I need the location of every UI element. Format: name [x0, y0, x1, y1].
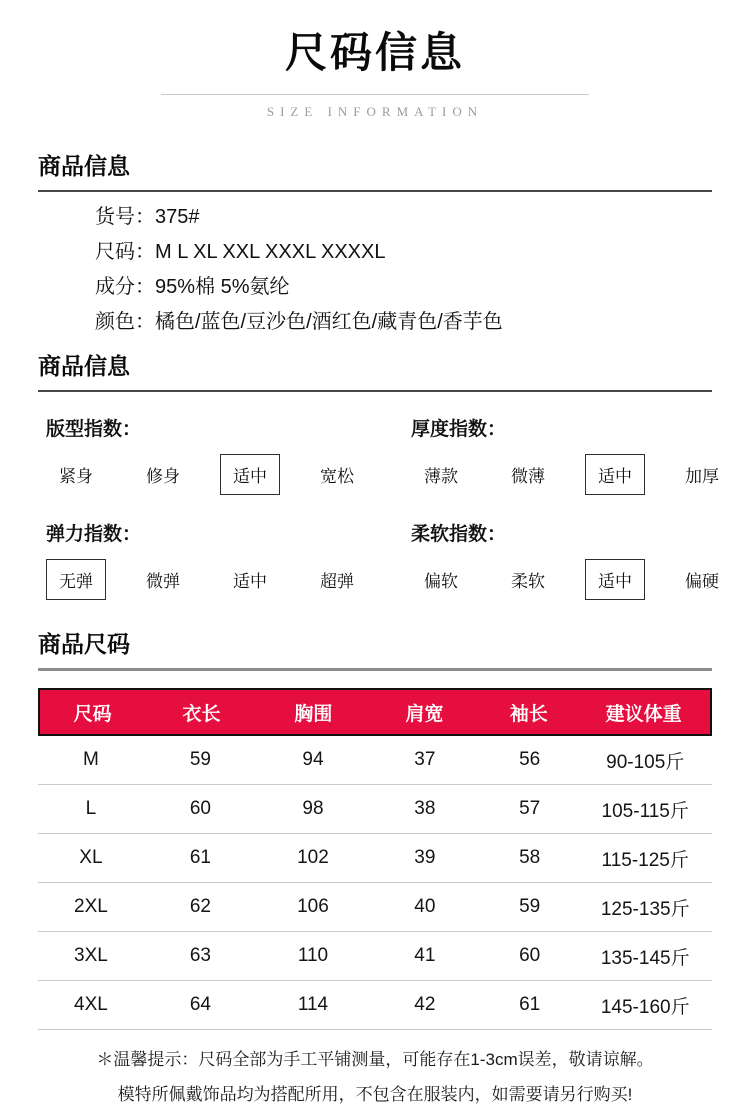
footer-note-line1: ＊温馨提示：尺码全部为手工平铺测量，可能存在1-3cm误差，敬请谅解。	[96, 1050, 654, 1069]
index-option: 适中	[233, 572, 267, 591]
size-table	[38, 688, 712, 1030]
field-value: 375#	[155, 206, 200, 228]
page-header	[0, 0, 750, 120]
size-table-cell: 57	[519, 798, 541, 819]
index-option-selected: 适中	[220, 454, 280, 495]
size-table-cell: 58	[519, 847, 541, 868]
field-value: M L XL XXL XXXL XXXXL	[155, 241, 386, 263]
size-table-cell: 115-125斤	[601, 849, 689, 871]
size-table-cell: 135-145斤	[600, 947, 690, 969]
field-label: 货号：	[95, 206, 155, 228]
size-table-body	[38, 736, 712, 1030]
size-table-row	[38, 834, 712, 883]
index-option: 柔软	[511, 572, 545, 591]
index-group-options	[46, 559, 411, 600]
size-table-cell: M	[82, 749, 99, 770]
size-table-cell: 106	[297, 896, 329, 917]
product-index-grid	[38, 392, 719, 600]
size-table-header-cell: 衣长	[182, 703, 221, 725]
size-table-cell: 59	[519, 896, 541, 917]
size-table-cell: 90-105斤	[606, 751, 685, 773]
size-table-cell: 114	[297, 994, 329, 1015]
index-option: 加厚	[685, 467, 719, 486]
index-option: 紧身	[59, 467, 93, 486]
section-heading-product-info: 商品信息	[38, 148, 712, 192]
field-label: 成分：	[95, 276, 155, 298]
product-field-row	[95, 235, 712, 270]
size-table-cell: L	[85, 798, 97, 819]
size-table-cell: 39	[414, 847, 436, 868]
size-table-header-row	[38, 688, 712, 736]
index-group-label: 厚度指数：	[411, 419, 507, 440]
size-table-cell: 105-115斤	[601, 800, 689, 822]
size-table-row	[38, 736, 712, 785]
index-group-options	[46, 454, 411, 495]
size-table-cell: 110	[297, 945, 329, 966]
field-label: 尺码：	[95, 241, 155, 263]
size-table-cell: 61	[519, 994, 541, 1015]
index-option: 微弹	[146, 572, 180, 591]
size-table-cell: 56	[519, 749, 541, 770]
size-table-cell: 60	[519, 945, 541, 966]
page-title: 尺码信息	[284, 29, 465, 76]
size-table-cell: 61	[189, 847, 211, 868]
size-table-cell: 125-135斤	[600, 898, 690, 920]
index-option-selected: 适中	[585, 559, 645, 600]
index-option: 微薄	[511, 467, 545, 486]
size-table-cell: 62	[189, 896, 211, 917]
index-group	[411, 519, 750, 600]
index-group-options	[411, 454, 750, 495]
size-table-cell: 60	[189, 798, 211, 819]
size-table-row	[38, 883, 712, 932]
index-option: 超弹	[320, 572, 354, 591]
product-field-row	[95, 200, 712, 235]
size-table-cell: 2XL	[74, 896, 108, 917]
index-group	[46, 519, 411, 600]
size-table-cell: 41	[414, 945, 436, 966]
size-table-cell: 3XL	[74, 945, 108, 966]
field-value: 95%棉 5%氨纶	[155, 276, 290, 298]
field-value: 橘色/蓝色/豆沙色/酒红色/藏青色/香芋色	[155, 311, 503, 333]
index-option: 薄款	[424, 467, 458, 486]
footer-notes	[38, 1042, 712, 1112]
section-heading-product-size: 商品尺码	[38, 626, 712, 671]
index-option: 宽松	[320, 467, 354, 486]
size-table-cell: 59	[189, 749, 211, 770]
size-table-header-cell: 胸围	[294, 703, 333, 725]
index-option: 修身	[146, 467, 180, 486]
size-table-row	[38, 932, 712, 981]
size-table-cell: 145-160斤	[600, 996, 690, 1018]
footer-note-line2: 模特所佩戴饰品均为搭配所用，不包含在服装内，如需要请另行购买!	[117, 1085, 633, 1104]
index-group	[411, 414, 750, 495]
section-heading-product-index: 商品信息	[38, 348, 712, 392]
size-table-cell: XL	[79, 847, 103, 868]
size-table-cell: 37	[414, 749, 436, 770]
title-divider	[161, 94, 589, 95]
size-table-cell: 63	[189, 945, 211, 966]
index-option: 偏硬	[685, 572, 719, 591]
size-table-cell: 40	[414, 896, 436, 917]
size-table-cell: 42	[414, 994, 436, 1015]
product-field-row	[95, 305, 712, 340]
size-table-header-cell: 袖长	[509, 703, 548, 725]
content	[0, 148, 750, 1112]
index-group-label: 版型指数：	[46, 419, 142, 440]
index-option: 偏软	[424, 572, 458, 591]
product-field-row	[95, 270, 712, 305]
size-table-cell: 64	[189, 994, 211, 1015]
size-table-cell: 4XL	[74, 994, 108, 1015]
index-option-selected: 无弹	[46, 559, 106, 600]
size-table-header-cell: 建议体重	[605, 703, 682, 725]
index-group	[46, 414, 411, 495]
size-table-header-cell: 肩宽	[405, 703, 444, 725]
size-table-cell: 98	[302, 798, 324, 819]
size-table-cell: 94	[302, 749, 324, 770]
product-info-fields	[38, 192, 712, 346]
page-subtitle: SIZE INFORMATION	[266, 104, 484, 119]
index-group-label: 弹力指数：	[46, 524, 142, 545]
size-table-header-cell: 尺码	[73, 703, 112, 725]
size-table-row	[38, 981, 712, 1030]
size-table-cell: 102	[297, 847, 329, 868]
size-table-row	[38, 785, 712, 834]
index-option-selected: 适中	[585, 454, 645, 495]
index-group-options	[411, 559, 750, 600]
index-group-label: 柔软指数：	[411, 524, 507, 545]
field-label: 颜色：	[95, 311, 155, 333]
size-table-cell: 38	[414, 798, 436, 819]
